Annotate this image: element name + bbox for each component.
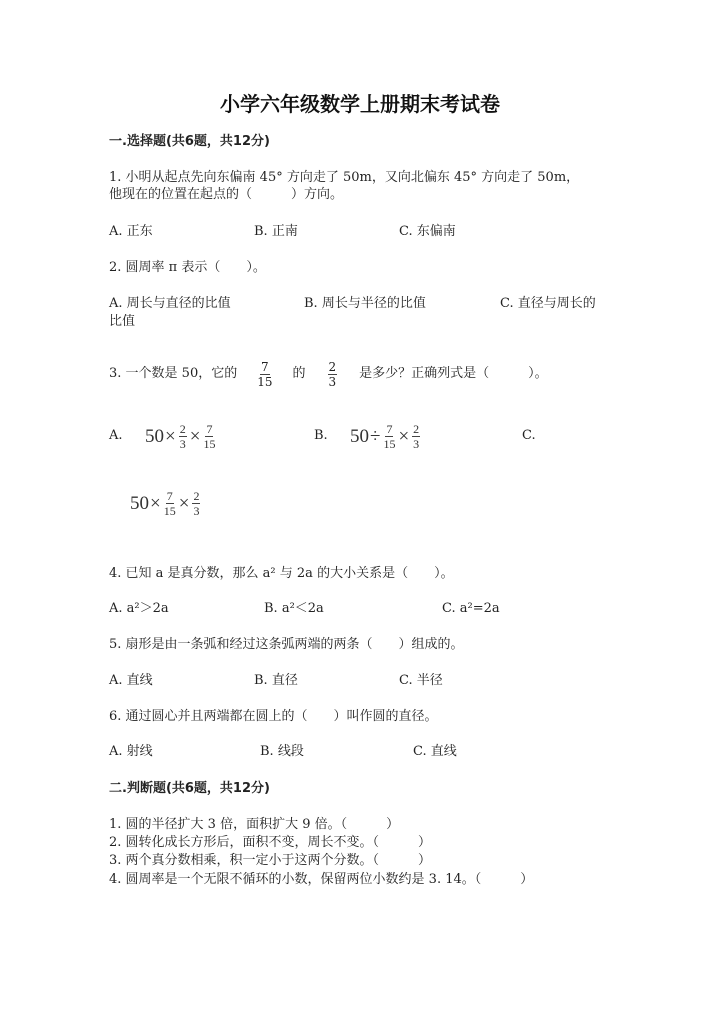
judgement-item-4: 4. 圆周率是一个无限不循环的小数，保留两位小数约是 3. 14。（ ） [109, 872, 534, 887]
numerator: 7 [261, 359, 269, 374]
question-6: 6. 通过圆心并且两端都在圆上的（ ）叫作圆的直径。 [109, 709, 438, 724]
section-heading-choice: 一.选择题(共6题，共12分) [109, 134, 270, 149]
fraction [179, 423, 187, 450]
section-heading-judgement: 二.判断题(共6题，共12分) [109, 781, 270, 796]
fraction [383, 423, 395, 450]
judgement-item-1: 1. 圆的半径扩大 3 倍，面积扩大 9 倍。（ ） [109, 817, 400, 832]
question-4: 4. 已知 a 是真分数，那么 a² 与 2a 的大小关系是（ ）。 [109, 566, 454, 581]
question-2-option-a: A. 周长与直径的比值 [109, 296, 231, 311]
denominator: 15 [383, 437, 396, 451]
fraction-2-3 [328, 361, 338, 388]
fraction [192, 490, 200, 517]
question-5-option-a: A. 直线 [109, 673, 153, 688]
numerator: 2 [179, 422, 186, 436]
question-4-option-a: A. a²＞2a [109, 601, 169, 616]
numerator: 7 [206, 422, 213, 436]
question-2-option-b: B. 周长与半径的比值 [304, 296, 426, 311]
denominator: 15 [163, 504, 176, 518]
fraction-7-15 [257, 361, 272, 388]
question-3-mid: 的 [292, 366, 306, 381]
denominator: 15 [257, 374, 273, 389]
question-5-option-c: C. 半径 [399, 673, 443, 688]
numerator: 2 [328, 359, 337, 374]
numerator: 7 [166, 489, 173, 503]
question-2: 2. 圆周率 π 表示（ ）。 [109, 260, 266, 275]
numerator: 2 [413, 422, 420, 436]
fraction [412, 423, 420, 450]
numerator: 7 [386, 422, 393, 436]
question-3-suffix: 是多少？正确列式是（ ）。 [359, 366, 548, 381]
question-3-option-c-expression [130, 490, 202, 517]
judgement-item-3: 3. 两个真分数相乘，积一定小于这两个分数。（ ） [109, 853, 432, 868]
operator: × [165, 425, 176, 447]
operator: ÷ [370, 425, 381, 447]
page-title: 小学六年级数学上册期末考试卷 [220, 92, 500, 116]
question-3-prefix: 3. 一个数是 50，它的 [109, 366, 238, 381]
question-3-option-b-label: B. [314, 428, 328, 443]
question-6-option-b: B. 线段 [260, 744, 304, 759]
denominator: 3 [193, 504, 200, 518]
question-5-option-b: B. 直径 [254, 673, 298, 688]
fraction [164, 490, 176, 517]
denominator: 3 [413, 437, 420, 451]
question-2-option-c: C. 直径与周长的 [500, 296, 596, 311]
number: 50 [130, 492, 149, 514]
numerator: 2 [193, 489, 200, 503]
question-3-option-b-expression [350, 423, 422, 450]
question-3-option-c-label: C. [522, 428, 536, 443]
question-3-option-a-expression [145, 423, 217, 450]
question-3 [109, 359, 548, 389]
question-3-option-a-label: A. [109, 428, 123, 443]
question-1-option-b: B. 正南 [254, 224, 298, 239]
question-6-option-c: C. 直线 [413, 744, 457, 759]
question-2-option-c-continued: 比值 [109, 314, 136, 329]
question-1-line-2: 他现在的位置在起点的（ ）方向。 [109, 187, 344, 202]
question-4-option-c: C. a²=2a [442, 601, 500, 616]
question-1-option-c: C. 东偏南 [399, 224, 456, 239]
denominator: 3 [179, 437, 186, 451]
question-1-line-1: 1. 小明从起点先向东偏南 45° 方向走了 50m，又向北偏东 45° 方向走了 50m， [109, 170, 580, 185]
question-6-option-a: A. 射线 [109, 744, 153, 759]
number: 50 [145, 425, 164, 447]
denominator: 15 [203, 437, 216, 451]
operator: × [398, 425, 410, 447]
question-1-option-a: A. 正东 [109, 224, 153, 239]
denominator: 3 [328, 374, 337, 389]
question-4-option-b: B. a²＜2a [264, 601, 324, 616]
operator: × [150, 492, 161, 514]
judgement-item-2: 2. 圆转化成长方形后，面积不变，周长不变。（ ） [109, 835, 432, 850]
operator: × [189, 425, 201, 447]
fraction [203, 423, 215, 450]
number: 50 [350, 425, 369, 447]
operator: × [178, 492, 190, 514]
question-5: 5. 扇形是由一条弧和经过这条弧两端的两条（ ）组成的。 [109, 637, 464, 652]
